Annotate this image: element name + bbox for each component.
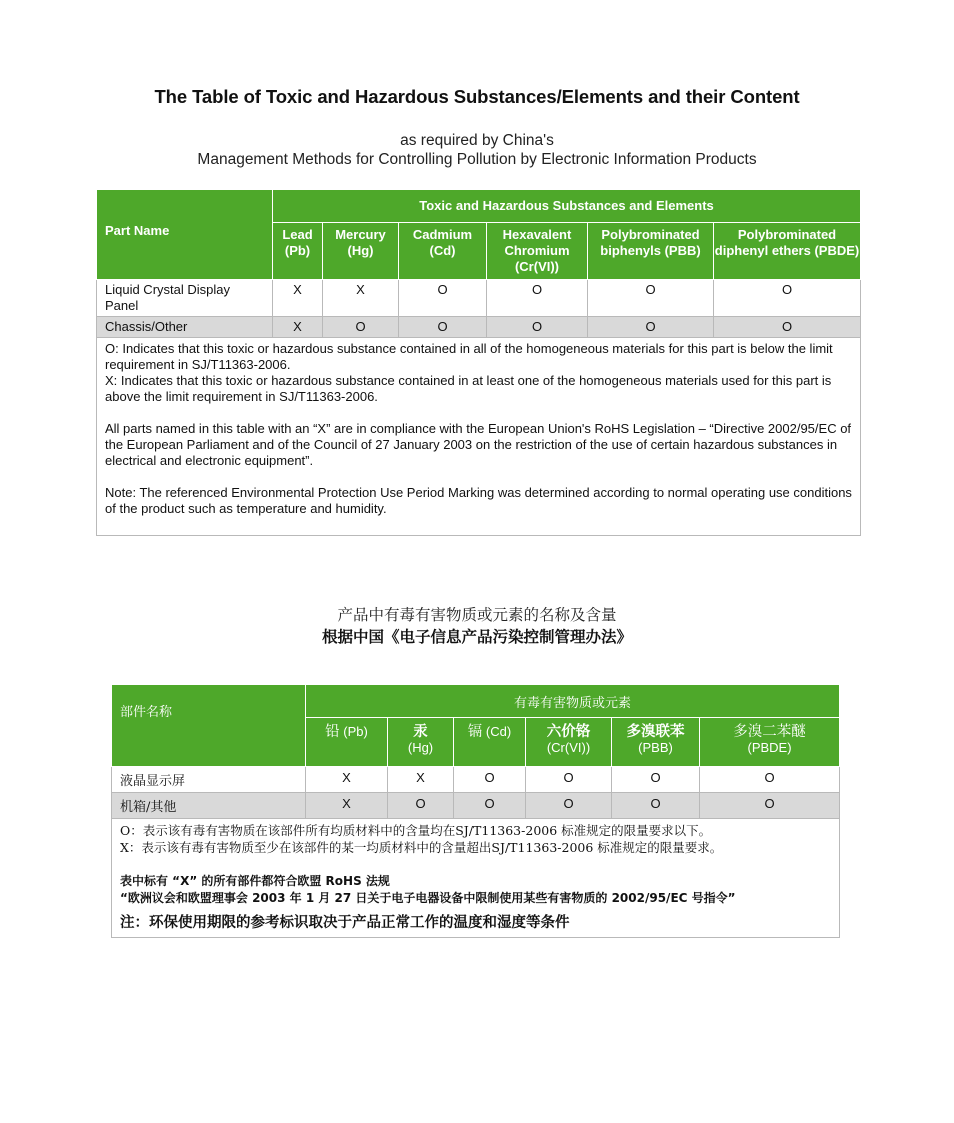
column-header-chromium: Hexavalent Chromium (Cr(VI)) [487,223,588,280]
table-cell: O [612,767,700,793]
row-name-lcd-panel: Liquid Crystal Display Panel [97,280,273,317]
o-legend-note: O: Indicates that this toxic or hazardous substance contained in all of the homogeneous materials for this part is below the limit requirement in SJ/T11363-2006. [105,341,833,372]
row-name-chassis: Chassis/Other [97,317,273,338]
table-cell: O [714,280,861,317]
table-cell: X [323,280,399,317]
chinese-substances-table [111,684,840,938]
table-row [112,767,840,793]
rohs-compliance-line1: 表中标有 “X” 的所有部件都符合欧盟 RoHS 法规 [120,874,390,888]
column-header-cadmium: Cadmium (Cd) [399,223,487,280]
substances-group-header: Toxic and Hazardous Substances and Elements [273,190,861,223]
table-row [97,280,861,317]
notes-row [112,819,840,938]
part-name-header: Part Name [97,190,273,280]
x-legend-note: X：表示该有毒有害物质至少在该部件的某一均质材料中的含量超出SJ/T11363-2006 标准规定的限量要求。 [120,840,723,855]
table-cell: X [273,280,323,317]
column-header-pbb [612,718,700,767]
table-cell: X [273,317,323,338]
table-cell: O [399,317,487,338]
column-header-pbde [700,718,840,767]
column-header-symbol: (Pb) [343,724,368,739]
english-subtitle-line2: Management Methods for Controlling Pollution by Electronic Information Products [197,151,757,168]
table-cell: O [487,317,588,338]
table-row [112,793,840,819]
english-subtitle-line1: as required by China's [400,132,554,149]
column-header-pbb: Polybrominated biphenyls (PBB) [588,223,714,280]
notes-row [97,338,861,536]
column-header-cadmium [454,718,526,767]
rohs-compliance-line2: “欧洲议会和欧盟理事会 2003 年 1 月 27 日关于电子电器设备中限制使用某些有害物质的 2002/95/EC 号指令” [120,891,736,905]
table-row [97,317,861,338]
table-cell: O [526,793,612,819]
chinese-title: 产品中有毒有害物质或元素的名称及含量 [337,606,617,624]
column-header-zh: 多溴联苯 [626,724,685,740]
column-header-symbol: (PBB) [638,740,673,755]
english-title: The Table of Toxic and Hazardous Substances/Elements and their Content [154,86,800,107]
column-header-zh: 多溴二苯醚 [733,724,806,740]
table-cell: O [323,317,399,338]
table-cell: X [306,793,388,819]
column-header-zh: 镉 [467,724,483,740]
chinese-subtitle: 根据中国《电子信息产品污染控制管理办法》 [321,628,632,646]
table-cell: O [454,767,526,793]
x-legend-note: X: Indicates that this toxic or hazardous substance contained in at least one of the homogeneous materials used for this part is above the limit requirement in SJ/T11363-2006. [105,373,832,404]
column-header-symbol: (PBDE) [747,740,792,755]
table-header-row [112,685,840,718]
column-header-mercury: Mercury (Hg) [323,223,399,280]
column-header-lead [306,718,388,767]
notes-cell [112,819,840,938]
substances-group-header: 有毒有害物质或元素 [306,685,840,718]
table-cell: O [487,280,588,317]
table-cell: O [526,767,612,793]
column-header-chromium [526,718,612,767]
table-cell: X [306,767,388,793]
o-legend-note: O：表示该有毒有害物质在该部件所有均质材料中的含量均在SJ/T11363-2006 标准规定的限量要求以下。 [120,823,712,838]
table-cell: O [388,793,454,819]
row-name-chassis: 机箱/其他 [112,793,306,819]
row-name-lcd-panel: 液晶显示屏 [112,767,306,793]
table-cell: O [700,793,840,819]
english-substances-table [96,189,861,536]
column-header-lead: Lead (Pb) [273,223,323,280]
use-period-note: 注：环保使用期限的参考标识取决于产品正常工作的温度和湿度等条件 [120,915,570,931]
use-period-note: Note: The referenced Environmental Protection Use Period Marking was determined according to normal operating use conditions of the product such as temperature and humidity. [105,485,852,516]
column-header-mercury [388,718,454,767]
part-name-header: 部件名称 [112,685,306,767]
table-cell: O [612,793,700,819]
column-header-symbol: (Cd) [485,724,512,739]
column-header-symbol: (Cr(VI)) [546,740,591,755]
table-cell: O [714,317,861,338]
column-header-zh: 铅 [325,724,340,740]
table-cell: O [588,280,714,317]
column-header-zh: 汞 [413,724,428,740]
column-header-symbol: (Hg) [407,740,434,755]
table-cell: O [454,793,526,819]
table-cell: O [399,280,487,317]
table-cell: O [700,767,840,793]
column-header-pbde: Polybrominated diphenyl ethers (PBDE) [714,223,861,280]
table-cell: O [588,317,714,338]
table-header-row [97,190,861,223]
table-cell: X [388,767,454,793]
rohs-compliance-note: All parts named in this table with an “X” are in compliance with the European Union's RoHS Legislation – “Directive 2002/95/EC of the European Parliament and of the Council of 27 January 2003 on the restriction of the use of certain hazardous substances in electrical and electronic equipment”. [105,421,852,468]
notes-cell [97,338,861,536]
column-header-zh: 六价铬 [546,724,591,740]
